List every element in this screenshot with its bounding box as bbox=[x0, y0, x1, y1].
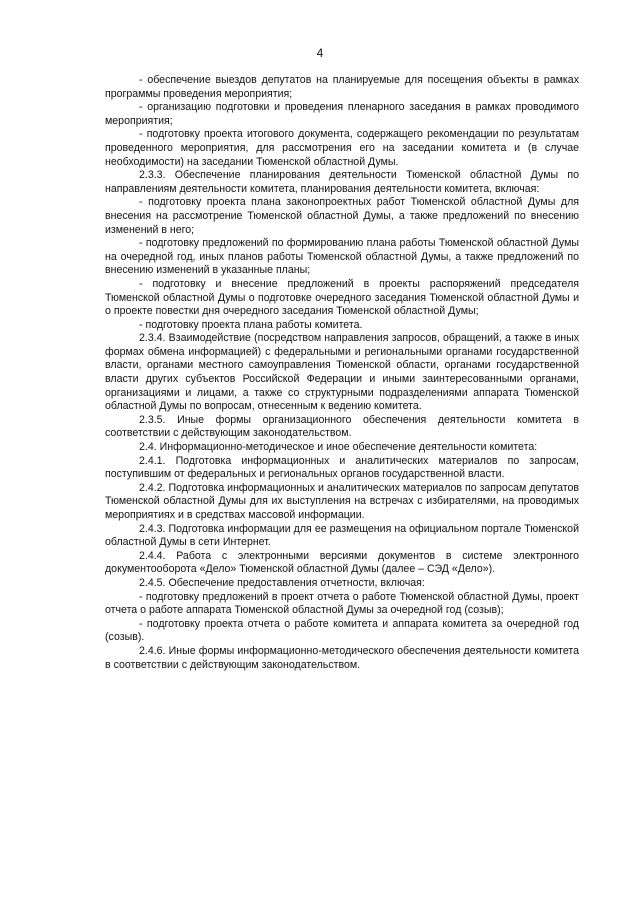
section-2-4-4: 2.4.4. Работа с электронными версиями документов в системе электронного документооборота «Дело» Тюменской областной Думы (далее – СЭД «Дело»). bbox=[105, 549, 579, 576]
paragraph: - обеспечение выездов депутатов на планируемые для посещения объекты в рамках программы проведения мероприятия; bbox=[105, 74, 579, 100]
section-2-4-5: 2.4.5. Обеспечение предоставления отчетности, включая: bbox=[139, 576, 425, 589]
paragraph: - подготовку предложений в проект отчета о работе Тюменской областной Думы, проект отчета о работе аппарата Тюменской областной Думы за очередной год (созыв); bbox=[105, 590, 579, 617]
section-2-3-4: 2.3.4. Взаимодействие (посредством направления запросов, обращений, а также в иных формах обмена информацией) с федеральными и региональными органами государственной власти, органами местного самоуправления Тюменской области, органами государственной власти других субъектов Российской Федерации и иными заинтересованными органами, организациями и лицами, а также со структурными подразделениями аппарата Тюменской областной Думы по вопросам, отнесенным к ведению комитета. bbox=[105, 332, 579, 413]
paragraph: - подготовку предложений по формированию плана работы Тюменской областной Думы на очередной год, иных планов работы Тюменской областной Думы, а также предложений по внесению изменений в указанные планы; bbox=[105, 237, 579, 277]
section-2-4-3: 2.4.3. Подготовка информации для ее размещения на официальном портале Тюменской областной Думы в сети Интернет. bbox=[105, 522, 579, 549]
document-body bbox=[105, 74, 579, 672]
page-number: 4 bbox=[316, 46, 324, 60]
section-2-3-3: 2.3.3. Обеспечение планирования деятельности Тюменской областной Думы по направлениям деятельности комитета, планирования деятельности комитета, включая: bbox=[105, 169, 579, 195]
paragraph: - подготовку проекта плана законопроектных работ Тюменской областной Думы для внесения на рассмотрение Тюменской областной Думы, а также предложений по внесению изменений в него; bbox=[105, 196, 579, 236]
paragraph: - подготовку проекта плана работы комитета. bbox=[139, 318, 363, 331]
section-2-4-6: 2.4.6. Иные формы информационно-методического обеспечения деятельности комитета в соответствии с действующим законодательством. bbox=[105, 644, 579, 671]
paragraph: - подготовку и внесение предложений в проекты распоряжений председателя Тюменской областной Думы о подготовке очередного заседания Тюменской областной Думы и о проекте повестки дня очередного заседания Тюменской областной Думы; bbox=[105, 277, 579, 318]
paragraph: - подготовку проекта отчета о работе комитета и аппарата комитета за очередной год (созыв). bbox=[105, 617, 579, 644]
section-2-4-1: 2.4.1. Подготовка информационных и аналитических материалов по запросам, поступившим от федеральных и региональных органов государственной власти. bbox=[105, 454, 579, 481]
paragraph: - подготовку проекта итогового документа, содержащего рекомендации по результатам проведенного мероприятия, для рассмотрения его на заседании комитета и (в случае необходимости) на заседании Тюменской областной Думы. bbox=[105, 128, 579, 168]
section-2-4: 2.4. Информационно-методическое и иное обеспечение деятельности комитета: bbox=[139, 441, 538, 454]
section-2-4-2: 2.4.2. Подготовка информационных и аналитических материалов по запросам депутатов Тюменской областной Думы для их выступления на встречах с избирателями, на проводимых мероприятиях и в средствах массовой информации. bbox=[105, 481, 579, 521]
paragraph: - организацию подготовки и проведения пленарного заседания в рамках проводимого мероприятия; bbox=[105, 101, 579, 127]
section-2-3-5: 2.3.5. Иные формы организационного обеспечения деятельности комитета в соответствии с действующим законодательством. bbox=[105, 413, 579, 440]
